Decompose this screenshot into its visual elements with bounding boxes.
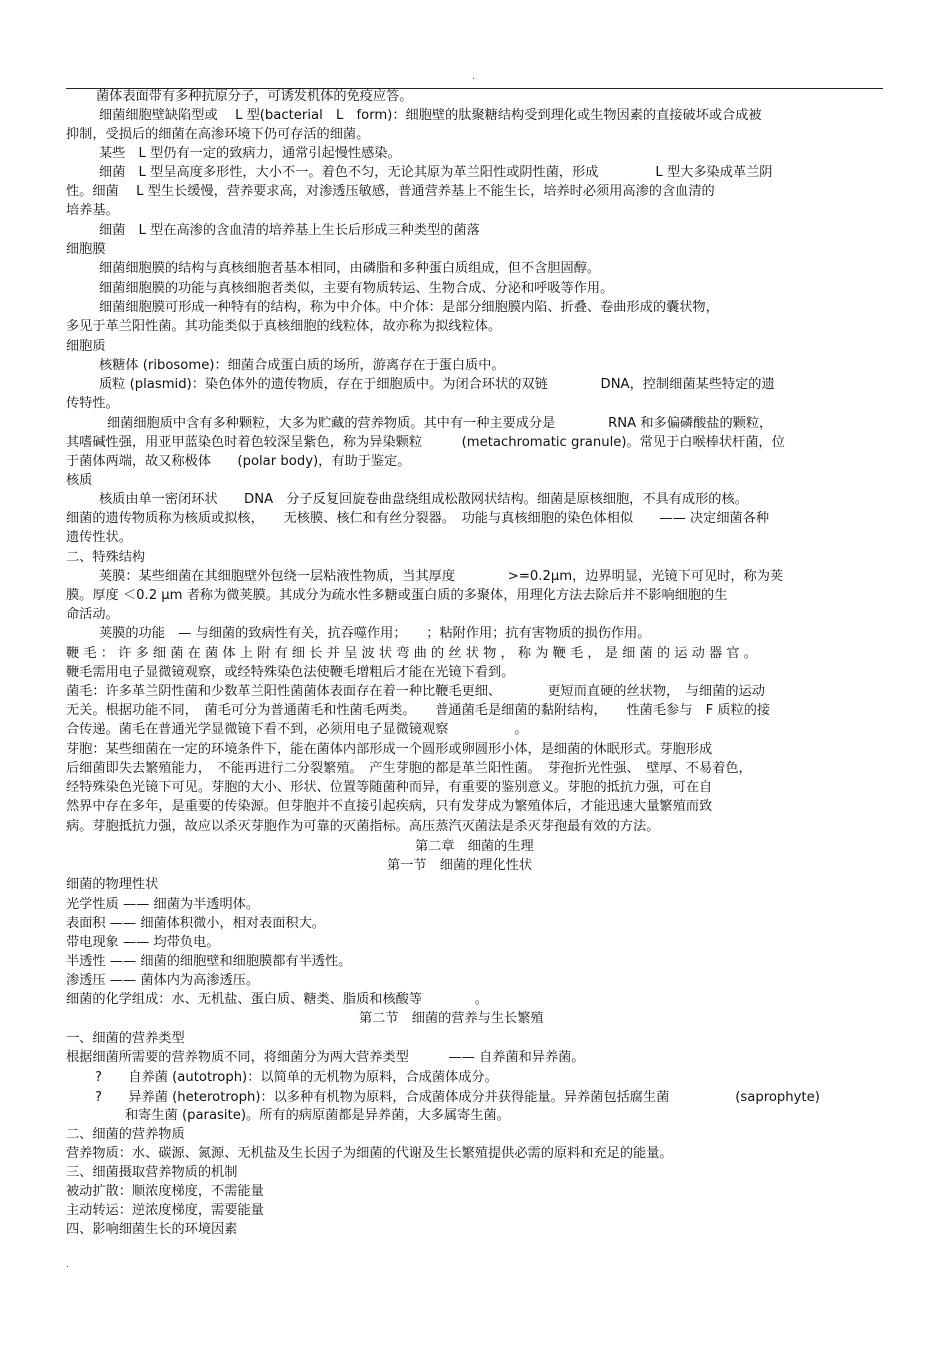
text-line: 遗传性状。 bbox=[66, 530, 132, 545]
text-line: 荚膜：某些细菌在其细胞壁外包绕一层粘液性物质，当其厚度 >=0.2μm，边界明显，光镜下可见时，称为荚 bbox=[99, 569, 784, 584]
text-line: 质粒 (plasmid)：染色体外的遗传物质，存在于细胞质中。为闭合环状的双链 DNA，控制细菌某些特定的遗 bbox=[99, 377, 775, 392]
section-heading: 四、影响细菌生长的环境因素 bbox=[66, 1222, 238, 1237]
text-line: 合传递。菌毛在普通光学显微镜下看不到，必须用电子显微镜观察 。 bbox=[66, 722, 528, 737]
chapter-title: 第二章 细菌的生理 bbox=[415, 839, 534, 854]
text-line: 芽胞：某些细菌在一定的环境条件下，能在菌体内部形成一个圆形或卵圆形小体，是细菌的休眠形式。芽胞形成 bbox=[66, 742, 713, 757]
section-heading: 细菌的物理性状 bbox=[66, 877, 159, 892]
text-line: 多见于革兰阳性菌。其功能类似于真核细胞的线粒体，故亦称为拟线粒体。 bbox=[66, 319, 502, 334]
text-line: 性。细菌 L 型生长缓慢，营养要求高，对渗透压敏感，普通营养基上不能生长，培养时必须用高渗的含血清的 bbox=[66, 184, 715, 199]
text-line: 根据细菌所需要的营养物质不同，将细菌分为两大营养类型 —— 自养菌和异养菌。 bbox=[66, 1050, 585, 1065]
text-line: 膜。厚度 ＜0.2 μm 者称为微荚膜。其成分为疏水性多糖或蛋白质的多聚体，用理化方法去除后并不影响细胞的生 bbox=[66, 588, 728, 603]
text-line: 后细菌即失去繁殖能力， 不能再进行二分裂繁殖。 产生芽胞的都是革兰阳性菌。 芽孢折光性强、 壁厚、不易着色， bbox=[66, 761, 752, 776]
text-line: 培养基。 bbox=[66, 203, 119, 218]
header-mark: . bbox=[472, 72, 475, 82]
text-line: 细菌 L 型在高渗的含血清的培养基上生长后形成三种类型的菌落 bbox=[99, 223, 480, 238]
text-line: 鞭 毛 ： 许 多 细 菌 在 菌 体 上 附 有 细 长 并 呈 波 状 弯 曲 的 丝 状 物 ， 称 为 鞭 毛 ， 是 细 菌 的 运 动 器 官 。 bbox=[66, 646, 757, 661]
text-line: 核糖体 (ribosome)：细菌合成蛋白质的场所，游离存在于蛋白质中。 bbox=[99, 358, 505, 373]
text-line: 带电现象 —— 均带负电。 bbox=[66, 935, 220, 950]
text-line: 无关。根据功能不同， 菌毛可分为普通菌毛和性菌毛两类。 普通菌毛是细菌的黏附结构， 性菌毛参与 F 质粒的接 bbox=[66, 703, 771, 718]
section-heading: 三、细菌摄取营养物质的机制 bbox=[66, 1165, 238, 1180]
text-line: 渗透压 —— 菌体内为高渗透压。 bbox=[66, 973, 260, 988]
text-line: 细菌的化学组成：水、无机盐、蛋白质、糖类、脂质和核酸等 。 bbox=[66, 992, 488, 1007]
text-line: 主动转运：逆浓度梯度，需要能量 bbox=[66, 1203, 264, 1218]
text-line: 其嗜碱性强，用亚甲蓝染色时着色较深呈紫色，称为异染颗粒 (metachromatic granule)。常见于白喉棒状杆菌，位 bbox=[66, 435, 785, 450]
text-line: 荚膜的功能 — 与细菌的致病性有关，抗吞噬作用； ；粘附作用；抗有害物质的损伤作用。 bbox=[99, 626, 651, 641]
section-heading: 细胞膜 bbox=[66, 242, 106, 257]
text-line: 表面积 —— 细菌体积微小，相对表面积大。 bbox=[66, 916, 325, 931]
text-line: 某些 L 型仍有一定的致病力，通常引起慢性感染。 bbox=[99, 146, 401, 161]
text-line: 菌体表面带有多种抗原分子，可诱发机体的免疫应答。 bbox=[96, 89, 413, 104]
footer-mark: . bbox=[66, 1260, 69, 1270]
text-line: 细菌细胞膜的功能与真核细胞者类似，主要有物质转运、生物合成、分泌和呼吸等作用。 bbox=[99, 281, 614, 296]
text-line: 营养物质：水、碳源、氮源、无机盐及生长因子为细菌的代谢及生长繁殖提供必需的原料和充足的能量。 bbox=[66, 1146, 673, 1161]
text-line: 病。芽胞抵抗力强，故应以杀灭芽胞作为可靠的灭菌指标。高压蒸汽灭菌法是杀灭芽孢最有效的方法。 bbox=[66, 819, 660, 834]
text-line: 命活动。 bbox=[66, 607, 119, 622]
section-heading: 一、细菌的营养类型 bbox=[66, 1031, 185, 1046]
text-line: 光学性质 —— 细菌为半透明体。 bbox=[66, 897, 260, 912]
section-heading: 二、细菌的营养物质 bbox=[66, 1127, 185, 1142]
text-line: 细菌 L 型呈高度多形性，大小不一。着色不匀，无论其原为革兰阳性或阴性菌，形成 L 型大多染成革兰阴 bbox=[99, 165, 773, 180]
text-line: 抑制，受损后的细菌在高渗环境下仍可存活的细菌。 bbox=[66, 127, 370, 142]
text-line: 传特性。 bbox=[66, 396, 119, 411]
text-line: 半透性 —— 细菌的细胞壁和细胞膜都有半透性。 bbox=[66, 954, 352, 969]
section-heading: 核质 bbox=[66, 473, 93, 488]
text-line: 细菌细胞膜可形成一种特有的结构，称为中介体。中介体：是部分细胞膜内陷、折叠、卷曲形成的囊状物， bbox=[99, 300, 719, 315]
section-heading: 细胞质 bbox=[66, 339, 106, 354]
section-title: 第二节 细菌的营养与生长繁殖 bbox=[359, 1011, 544, 1026]
text-line: 鞭毛需用电子显微镜观察，或经特殊染色法使鞭毛增粗后才能在光镜下看到。 bbox=[66, 665, 515, 680]
text-line: 核质由单一密闭环状 DNA 分子反复回旋卷曲盘绕组成松散网状结构。细菌是原核细胞，不具有成形的核。 bbox=[99, 492, 748, 507]
list-item: ? 异养菌 (heterotroph)：以多种有机物为原料，合成菌体成分并获得能量。异养菌包括腐生菌 (saprophyte) bbox=[95, 1090, 820, 1105]
text-line: 菌毛：许多革兰阴性菌和少数革兰阳性菌菌体表面存在着一种比鞭毛更细、 更短而直硬的丝状物， 与细菌的运动 bbox=[66, 684, 765, 699]
text-line: 被动扩散：顺浓度梯度，不需能量 bbox=[66, 1184, 264, 1199]
text-line: 经特殊染色光镜下可见。芽胞的大小、形状、位置等随菌种而异，有重要的鉴别意义。芽胞的抵抗力强，可在自 bbox=[66, 780, 713, 795]
list-item: ? 自养菌 (autotroph)：以简单的无机物为原料，合成菌体成分。 bbox=[95, 1070, 498, 1085]
text-line: 于菌体两端，故又称极体 (polar body)，有助于鉴定。 bbox=[66, 454, 411, 469]
text-line: 细菌细胞质中含有多种颗粒，大多为贮藏的营养物质。其中有一种主要成分是 RNA 和多偏磷酸盐的颗粒， bbox=[107, 416, 773, 431]
text-line: 细菌细胞壁缺陷型或 L 型(bacterial L form)：细胞壁的肽聚糖结构受到理化或生物因素的直接破坏或合成被 bbox=[99, 108, 762, 123]
text-line: 然界中存在多年，是重要的传染源。但芽胞并不直接引起疾病，只有发芽成为繁殖体后，才能迅速大量繁殖而致 bbox=[66, 799, 713, 814]
section-heading: 二、特殊结构 bbox=[66, 550, 146, 565]
text-line: 细菌的遗传物质称为核质或拟核， 无核膜、核仁和有丝分裂器。 功能与真核细胞的染色体相似 —— 决定细菌各种 bbox=[66, 511, 770, 526]
list-item-continuation: 和寄生菌 (parasite)。所有的病原菌都是异养菌，大多属寄生菌。 bbox=[125, 1108, 510, 1123]
section-title: 第一节 细菌的理化性状 bbox=[387, 858, 533, 873]
text-line: 细菌细胞膜的结构与真核细胞者基本相同，由磷脂和多种蛋白质组成，但不含胆固醇。 bbox=[99, 261, 601, 276]
